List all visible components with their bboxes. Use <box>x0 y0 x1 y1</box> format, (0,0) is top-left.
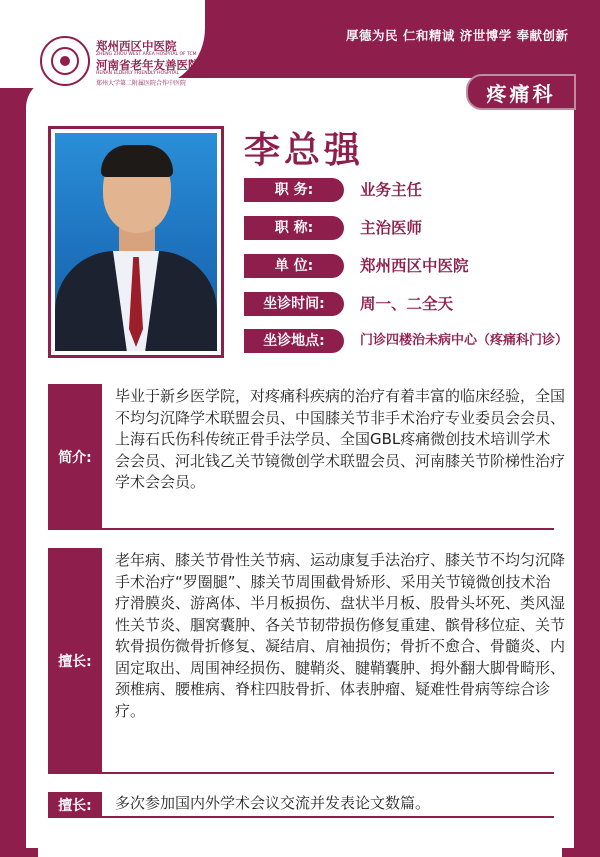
specialty-text: 老年病、膝关节骨性关节病、运动康复手法治疗、膝关节不均匀沉降手术治疗“罗圈腿”、膝关节周围截骨矫形、采用关节镜微创技术治疗滑膜炎、游离体、半月板损伤、盘状半月板、股骨头坏死、类风湿性关节炎、腘窝囊肿、各关节韧带损伤修复重建、髌骨移位症、关节软骨损伤微骨折修复、凝结肩、肩袖损伤；骨折不愈合、骨髓炎、内固定取出、周围神经损伤、腱鞘炎、腱鞘囊肿、拇外翻大脚骨畸形、颈椎病、腰椎病、脊柱四肢骨折、体表肿瘤、疑难性骨病等综合诊疗。 <box>115 551 566 720</box>
intro-label: 简介: <box>48 384 102 530</box>
hospital-title-en: HENAN ELDERLY FRIENDLY HOSPITAL <box>96 71 179 76</box>
intro-text: 毕业于新乡医学院，对疼痛科疾病的治疗有着丰富的临床经验，全国不均匀沉降学术联盟会员、中国膝关节非手术治疗专业委员会会员、上海石氏伤科传统正骨手法学员、全国GBL疼痛微创技术培训学术会会员、河北钱乙关节镜微创学术联盟会员、河南膝关节阶梯性治疗学术会会员。 <box>115 387 566 491</box>
department-badge: 疼痛科 <box>466 74 576 110</box>
hospital-affiliation: 郑州大学第二附属医院合作中医院 <box>96 80 187 87</box>
doctor-photo <box>55 133 217 351</box>
hospital-name: 郑州西区中医院 <box>96 39 177 53</box>
specialty-divider <box>102 772 554 774</box>
hospital-logo-icon <box>40 36 90 86</box>
specialty-label: 擅长: <box>48 548 102 774</box>
specialty2-divider <box>102 816 554 818</box>
hospital-name-en: ZHENG ZHOU WEST AREA HOSPITAL OF TCM <box>96 52 197 57</box>
intro-divider <box>102 528 554 530</box>
slogan: 厚德为民 仁和精诚 济世博学 奉献创新 <box>346 28 569 43</box>
specialty2-text: 多次参加国内外学术会议交流并发表论文数篇。 <box>115 794 431 812</box>
hospital-title: 河南省老年友善医院 <box>96 58 200 72</box>
doctor-name: 李总强 <box>244 130 365 171</box>
poster: 郑州西区中医院 ZHENG ZHOU WEST AREA HOSPITAL OF TCM 河南省老年友善医院 HENAN ELDERLY FRIENDLY HOSPITAL 郑州大学第二附属医院合作中医院 厚德为民 仁和精诚 济世博学 奉献创新 疼痛科 李总强 职 务: 业务主任 职 称: 主治医师 单 位: 郑州西区中医院 坐诊时间: 周一、二全天 坐诊地点: 门诊四楼治未病中心（疼痛科门诊） 简介: 毕业于新乡医学院，对疼痛科疾病的治疗有着丰富的临床经验，全国不均匀沉降学术联盟会员、中国膝关节非手术治疗专业委员会会员、上海石氏伤科传统正骨手法学员、全国GBL疼痛微创技术培训学术会会员、河北钱乙关节镜微创学术联盟会员、河南膝关节阶梯性治疗学术会会员。 擅长: 老年病、膝关节骨性关节病、运动康复手法治疗、膝关节不均匀沉降手术治疗“罗圈腿”、膝关节周围截骨矫形、采用关节镜微创技术治疗滑膜炎、游离体、半月板损伤、盘状半月板、股骨头坏死、类风湿性关节炎、腘窝囊肿、各关节韧带损伤修复重建、髌骨移位症、关节软骨损伤微骨折修复、凝结肩、肩袖损伤；骨折不愈合、骨髓炎、内固定取出、周围神经损伤、腱鞘炎、腱鞘囊肿、拇外翻大脚骨畸形、颈椎病、腰椎病、脊柱四肢骨折、体表肿瘤、疑难性骨病等综合诊疗。 擅长: 多次参加国内外学术会议交流并发表论文数篇。 <box>0 0 600 857</box>
specialty2-label: 擅长: <box>48 792 102 818</box>
